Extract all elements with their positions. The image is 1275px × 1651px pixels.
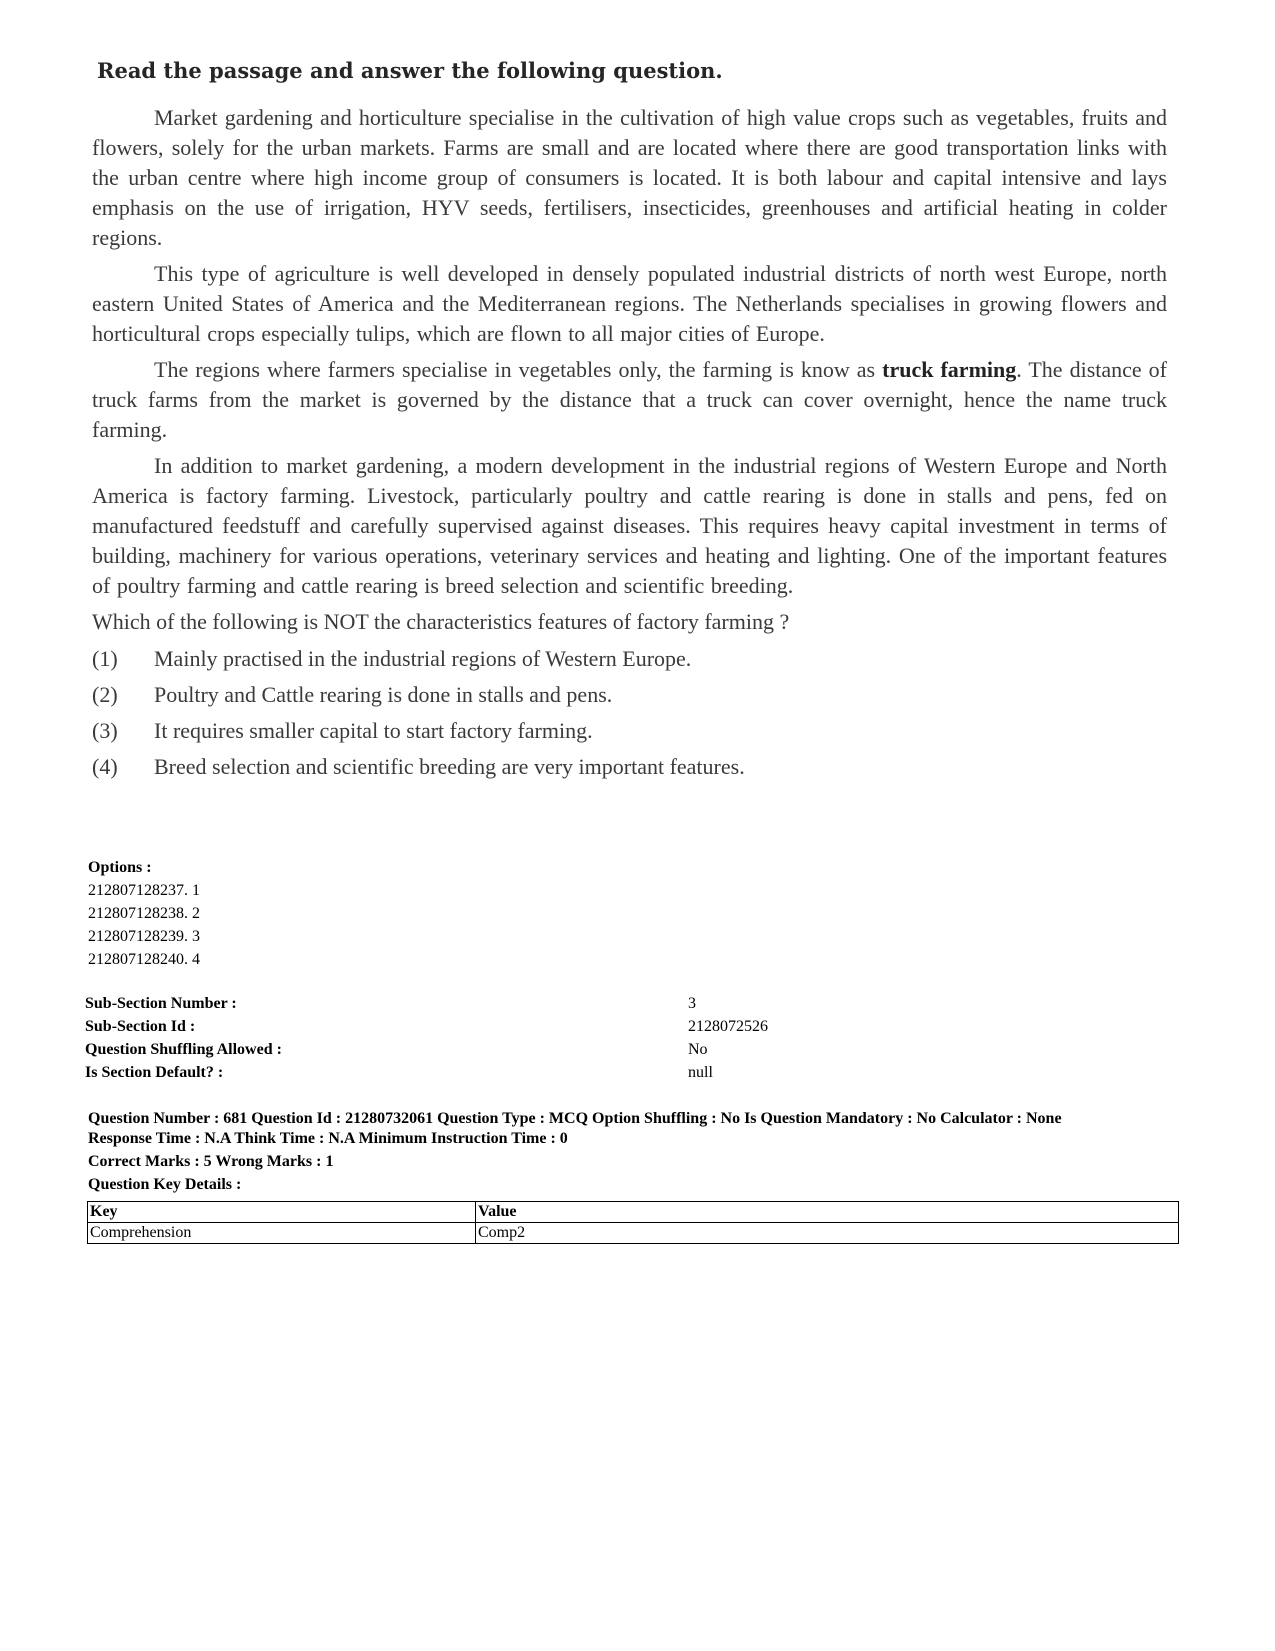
option-item: 212807128239. 3: [88, 928, 200, 945]
paragraph-factory-farming: In addition to market gardening, a modern development in the industrial regions of Western Europe and North America is factory farming. Livestock, particularly poultry and cattle rearing is done in stalls and pens, fed on manufactured feedstuff and carefully supervised against diseases. This requires heavy capital investment in terms of building, machinery for various operations, veterinary services and heating and lighting. One of the important features of poultry farming and cattle rearing is breed selection and scientific breeding.: [92, 453, 1167, 598]
passage-image: [92, 58, 1167, 785]
key-details-label: Question Key Details :: [88, 1176, 242, 1193]
subsection-info: [85, 992, 785, 1084]
choice-1: (1) Mainly practised in the industrial regions of Western Europe.: [92, 646, 692, 671]
marks-line: Correct Marks : 5 Wrong Marks : 1: [88, 1153, 334, 1170]
options-label: Options :: [88, 859, 152, 876]
table-header-cell: Key: [88, 1202, 476, 1223]
question-meta-line: Question Number : 681 Question Id : 21280732061 Question Type : MCQ Option Shuffling : No Is Question Mandatory : No Calculator : None: [88, 1110, 1062, 1127]
choice-2: (2) Poultry and Cattle rearing is done in stalls and pens.: [92, 682, 613, 707]
subsection-row: Question Shuffling Allowed : No: [85, 1041, 708, 1058]
passage-heading: Read the passage and answer the following question.: [97, 58, 723, 83]
table-cell: Comp2: [476, 1223, 1179, 1244]
question-info: [88, 1109, 1178, 1198]
option-item: 212807128240. 4: [88, 951, 200, 968]
table-cell: Comprehension: [88, 1223, 476, 1244]
options-list: [88, 856, 200, 971]
key-details-table: [87, 1201, 1179, 1244]
paragraph-agriculture-regions: This type of agriculture is well developed in densely populated industrial districts of north west Europe, north eastern United States of America and the Mediterranean regions. The Netherlands specialises in growing flowers and horticultural crops especially tulips, which are flown to all major cities of Europe.: [92, 261, 1167, 346]
subsection-row: Is Section Default? : null: [85, 1064, 713, 1081]
table-header-row: [88, 1202, 1179, 1223]
question-text: Which of the following is NOT the characteristics features of factory farming ?: [92, 609, 790, 634]
paragraph-truck-farming: The regions where farmers specialise in vegetables only, the farming is know as truck farming. The distance of truck farms from the market is governed by the distance that a truck can cover overnight, hence the name truck farming.: [92, 357, 1168, 442]
table-header-cell: Value: [476, 1202, 1179, 1223]
question-timing-line: Response Time : N.A Think Time : N.A Minimum Instruction Time : 0: [88, 1130, 568, 1147]
option-item: 212807128237. 1: [88, 882, 200, 899]
table-row: [88, 1223, 1179, 1244]
truck-farming-term: truck farming: [882, 357, 1017, 382]
choice-3: (3) It requires smaller capital to start factory farming.: [92, 718, 593, 743]
subsection-row: Sub-Section Number : 3: [85, 995, 696, 1012]
paragraph-market-gardening: Market gardening and horticulture specialise in the cultivation of high value crops such as vegetables, fruits and flowers, solely for the urban markets. Farms are small and are located where there are good transportation links with the urban centre where high income group of consumers is located. It is both labour and capital intensive and lays emphasis on the use of irrigation, HYV seeds, fertilisers, insecticides, greenhouses and artificial heating in colder regions.: [92, 105, 1167, 250]
choice-4: (4) Breed selection and scientific breeding are very important features.: [92, 754, 745, 779]
option-item: 212807128238. 2: [88, 905, 200, 922]
subsection-row: Sub-Section Id : 2128072526: [85, 1018, 768, 1035]
